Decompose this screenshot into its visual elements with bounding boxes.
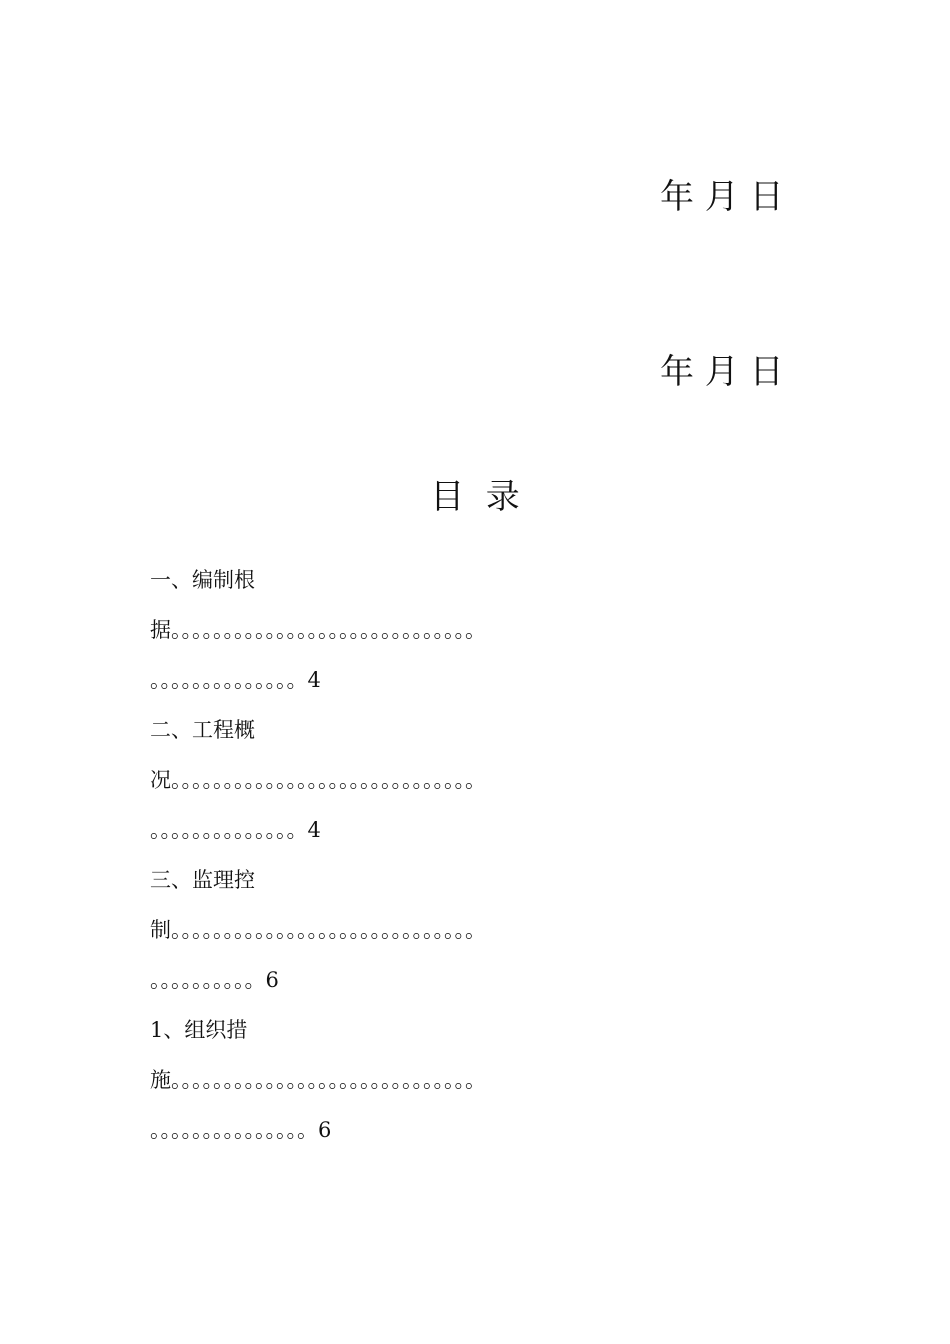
toc-entry-leader: 制。。。。。。。。。。。。。。。。。。。。。。。。。。。。。: [150, 918, 486, 942]
toc-entry-heading: 一、编制根: [150, 568, 255, 592]
toc-entry-leader: 施。。。。。。。。。。。。。。。。。。。。。。。。。。。。。: [150, 1068, 486, 1092]
toc-entry-heading: 1、组织措: [150, 1018, 248, 1042]
toc-entry-3[interactable]: [150, 855, 800, 1005]
toc-entry-page: 。。。。。。。。。。6: [150, 968, 279, 992]
toc-entry-leader: 据。。。。。。。。。。。。。。。。。。。。。。。。。。。。。: [150, 618, 486, 642]
toc-entry-4[interactable]: [150, 1005, 800, 1155]
toc-entry-2[interactable]: [150, 705, 800, 855]
toc-entry-leader: 况。。。。。。。。。。。。。。。。。。。。。。。。。。。。。: [150, 768, 486, 792]
toc-title: 目 录: [430, 477, 520, 517]
signature-date-1: 年 月 日: [660, 177, 784, 217]
toc-entry-heading: 三、监理控: [150, 868, 255, 892]
toc-entry-heading: 二、工程概: [150, 718, 255, 742]
toc-entry-page: 。。。。。。。。。。。。。。。6: [150, 1118, 332, 1142]
signature-date-2: 年 月 日: [660, 352, 784, 392]
table-of-contents: [150, 555, 800, 1155]
toc-entry-page: 。。。。。。。。。。。。。。4: [150, 668, 321, 692]
toc-entry-page: 。。。。。。。。。。。。。。4: [150, 818, 321, 842]
toc-entry-1[interactable]: [150, 555, 800, 705]
